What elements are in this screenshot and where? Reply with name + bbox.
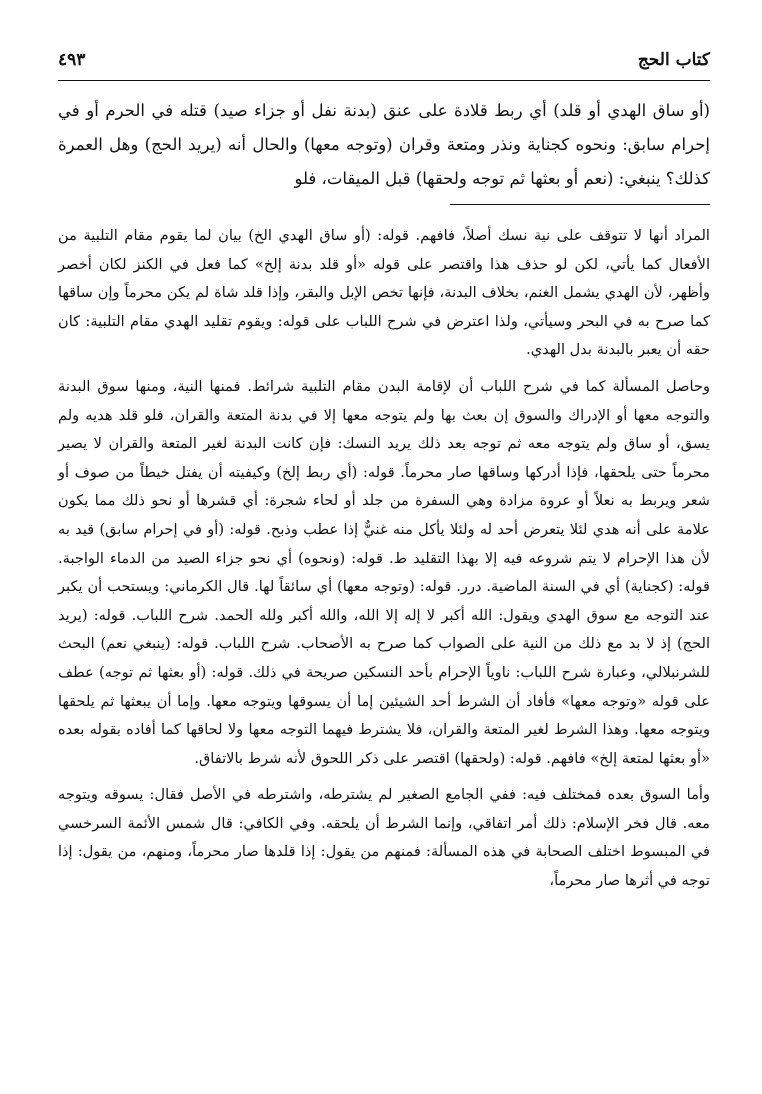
commentary-paragraph-1: المراد أنها لا تتوقف على نية نسك أصلاً، فافهم. قوله: (أو ساق الهدي الخ) بيان لما يقوم مقام التلبية من الأفعال كما يأتي، لكن لو حذف هذا واقتصر على قوله «أو قلد بدنة إلخ» كما فعل في الكنز لكان أخصر وأظهر، لأن الهدي يشمل الغنم، بخلاف البدنة، فإنها تخص الإبل والبقر، وإذا قلد شاة لم يكن محرماً وإن ساقها كما صرح به في البحر وسيأتي، ولذا اعترض في شرح اللباب على قوله: ويقوم تقليد الهدي مقام التلبية: كان حقه أن يعبر بالبدنة بدل الهدي. — [58, 227, 710, 359]
footnote-separator — [450, 204, 710, 205]
main-text-paragraph: (أو ساق الهدي أو قلد) أي ربط قلادة على عنق (بدنة نفل أو جزاء صيد) قتله في الحرم أو في إحرام سابق: ونحوه كجناية ونذر ومتعة وقران (وتوجه معها) والحال أنه (يريد الحج) وهل العمرة كذلك؟ ينبغي: (نعم أو بعثها ثم توجه ولحقها) قبل الميقات، فلو — [58, 101, 710, 188]
commentary-paragraph-3: وأما السوق بعده فمختلف فيه: ففي الجامع الصغير لم يشترطه، واشترطه في الأصل فقال: يسوقه ويتوجه معه. قال فخر الإسلام: ذلك أمر اتفاقي، وإنما الشرط أن يلحقه. وفي الكافي: قال شمس الأئمة السرخسي في المبسوط اختلف الصحابة في هذه المسألة: فمنهم من يقول: إذا قلدها صار محرماً، ومنهم، من يقول: إذا توجه في أثرها صار محرماً، — [58, 786, 710, 890]
commentary-paragraph-2: وحاصل المسألة كما في شرح اللباب أن لإقامة البدن مقام التلبية شرائط. فمنها النية، ومنها سوق البدنة والتوجه معها أو الإدراك والسوق إن بعث بها ولم يتوجه معها إلا في بدنة المتعة والقران، فلو قلد هديه ولم يسق، أو ساق ولم يتوجه معه ثم توجه بعد ذلك يريد النسك: فإن كانت البدنة لغير المتعة والقران لا يصير محرماً حتى يلحقها، فإذا أدركها وساقها صار محرماً. قوله: (أي ربط إلخ) وكيفيته أن يفتل خيطاً من صوف أو شعر ويربط به نعلاً أو عروة مزادة وهي السفرة من جلد أو لحاء شجرة: أي قشرها أو نحو ذلك مما يكون علامة على أنه هدي لئلا يتعرض أحد له ولئلا يأكل منه غنيٌّ إذا عطب وذبح. قوله: (أو في إحرام سابق) قيد به لأن هذا الإحرام لا يتم شروعه فيه إلا بهذا التقليد ط. قوله: (ونحوه) أي نحو جزاء الصيد من الدماء الواجبة. قوله: (كجناية) أي في السنة الماضية. درر. قوله: (وتوجه معها) أي سائقاً لها. قال الكرماني: ويستحب أن يكبر عند التوجه مع سوق الهدي ويقول: الله أكبر لا إله إلا الله، والله أكبر ولله الحمد. شرح اللباب. قوله: (يريد الحج) إذ لا بد مع ذلك من النية على الصواب كما صرح به الأصحاب. شرح اللباب. قوله: (ينبغي نعم) البحث للشرنبلالي، وعبارة شرح اللباب: ناوياً الإحرام بأحد النسكين صريحة في ذلك. قوله: (أو بعثها ثم توجه) عطف على قوله «وتوجه معها» فأفاد أن الشرط أحد الشيئين إما أن يسوقها ويتوجه معها. وإما أن يبعثها ثم يلحقها ويتوجه معها. وهذا الشرط لغير المتعة والقران، فلا يشترط فيهما التوجه معها ولا لحاقها كما أفاده بقوله بعده «أو بعثها لمتعة إلخ» فافهم. قوله: (ولحقها) اقتصر على ذكر اللحوق لأنه شرط بالاتفاق. — [58, 377, 710, 767]
page-header — [58, 46, 710, 80]
header-rule — [58, 80, 710, 81]
main-text-block — [58, 94, 710, 196]
commentary-block — [58, 222, 710, 1084]
page-number: ٤٩٣ — [58, 50, 86, 70]
book-title: كتاب الحج — [637, 50, 710, 70]
